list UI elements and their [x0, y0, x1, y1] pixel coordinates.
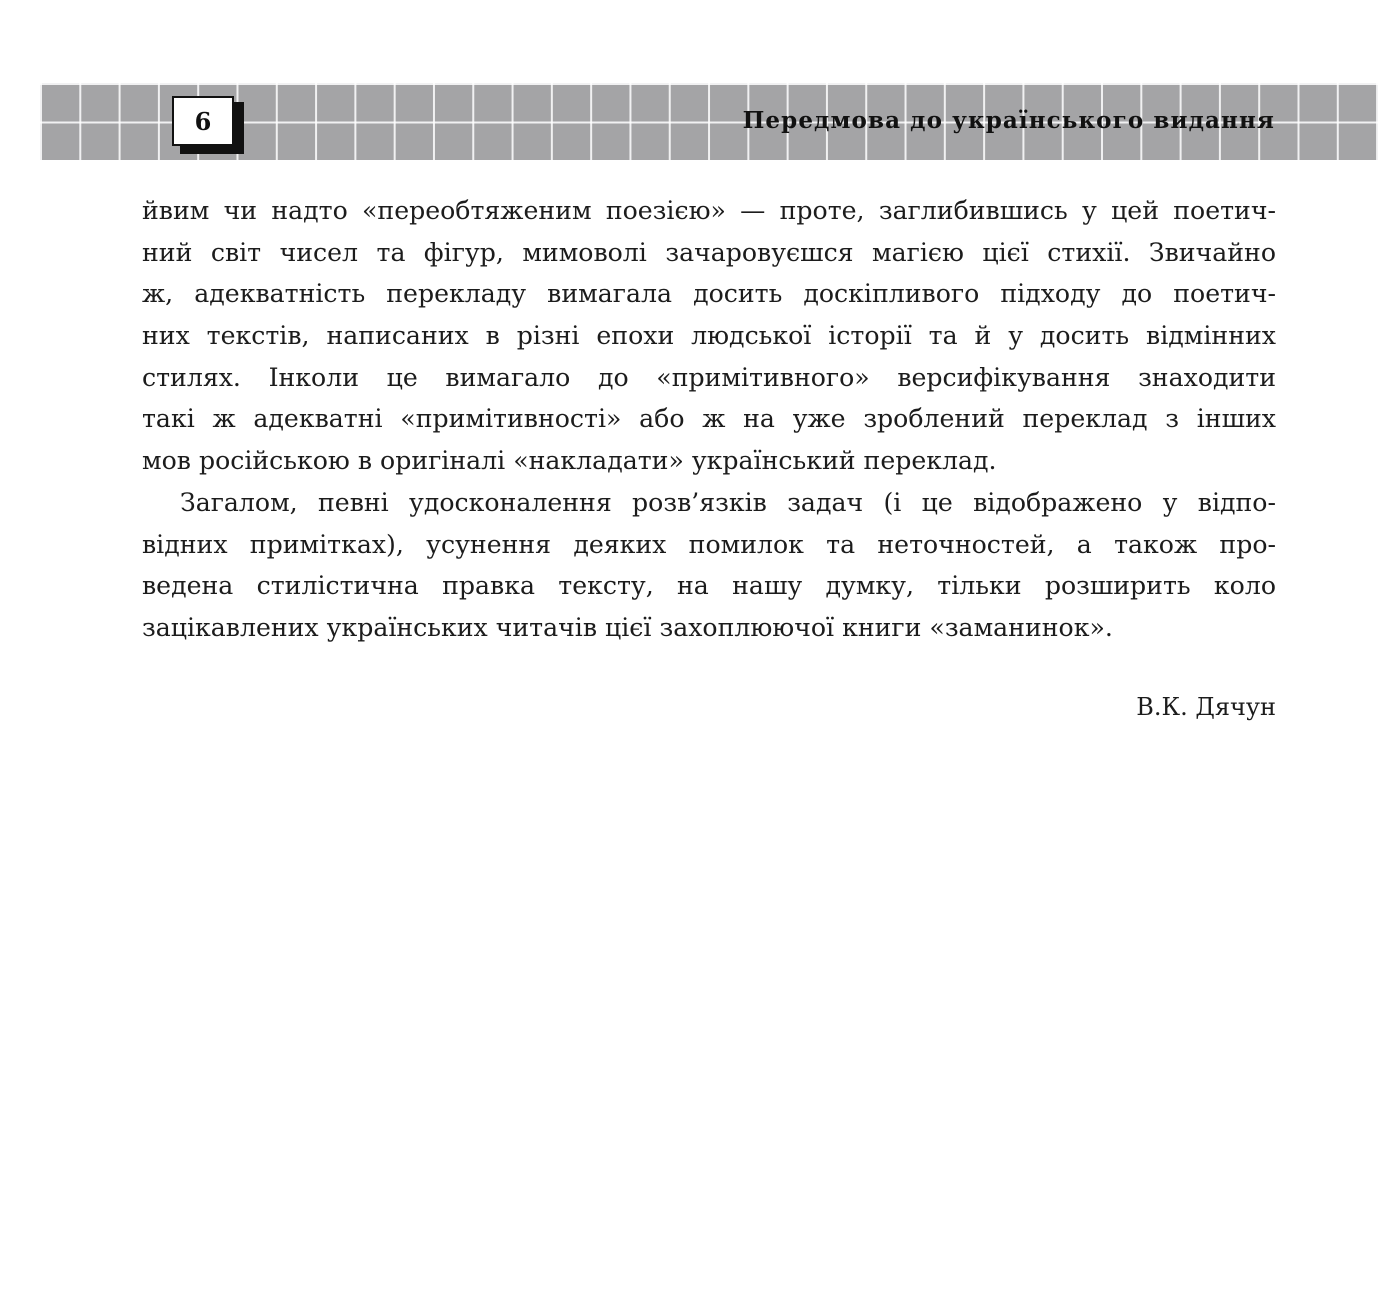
text-line: відних примітках), усунення деяких помилок та неточностей, а також про- — [142, 529, 1276, 559]
text-line: ведена стилістична правка тексту, на нашу думку, тільки розширить коло — [142, 571, 1276, 601]
text-line: зацікавлених українських читачів цієї захоплюючої книги «заманинок». — [142, 612, 1113, 642]
running-title: Передмова до українського видання — [742, 107, 1275, 134]
text-line: такі ж адекватні «примітивності» або ж на уже зроблений переклад з інших — [142, 404, 1276, 434]
text-line: ний світ чисел та фігур, мимоволі зачаровуєшся магією цієї стихії. Звичайно — [142, 237, 1276, 267]
body-text — [142, 190, 1276, 649]
text-line: ж, адекватність перекладу вимагала досить доскіпливого підходу до поетич- — [142, 279, 1276, 309]
text-line: мов російською в оригіналі «накладати» український переклад. — [142, 446, 997, 476]
page-number-box — [172, 96, 234, 146]
text-line: стилях. Інколи це вимагало до «примітивного» версифікування знаходити — [142, 362, 1276, 392]
text-line: йвим чи надто «переобтяженим поезією» — проте, заглибившись у цей поетич- — [142, 196, 1276, 225]
text-line: них текстів, написаних в різні епохи людської історії та й у досить відмінних — [142, 321, 1276, 351]
author-signature: В.К. Дячун — [1136, 693, 1276, 721]
page-number: 6 — [194, 106, 212, 136]
text-line: Загалом, певні удосконалення розв’язків задач (і це відображено у відпо- — [180, 487, 1276, 517]
